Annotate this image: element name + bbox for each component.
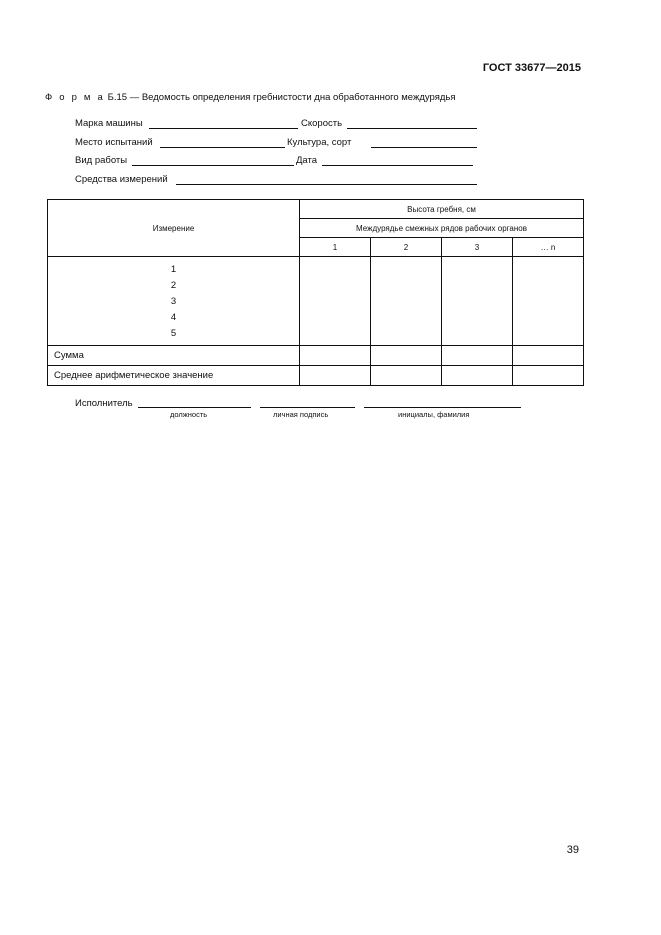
measurement-number: 4 — [48, 309, 300, 325]
field-instruments-line[interactable] — [176, 184, 477, 185]
data-cell[interactable] — [513, 257, 584, 278]
header-col-3: 3 — [442, 238, 513, 257]
field-speed-label: Скорость — [301, 118, 343, 129]
header-interrow: Междурядье смежных рядов рабочих органов — [300, 219, 584, 238]
page-number: 39 — [566, 844, 579, 856]
form-title: Б.15 — Ведомость определения гребнистости дна обработанного междурядья — [104, 92, 456, 103]
field-crop-label: Культура, сорт — [287, 137, 352, 148]
data-cell[interactable] — [371, 293, 442, 309]
table-row — [48, 277, 584, 293]
header-col-n: … n — [513, 238, 584, 257]
field-speed-line[interactable] — [347, 128, 477, 129]
data-cell[interactable] — [371, 366, 442, 386]
position-caption: должность — [170, 410, 208, 419]
measurement-number: 1 — [48, 257, 300, 278]
form-caption — [45, 92, 456, 103]
executor-label: Исполнитель — [75, 398, 133, 409]
table-row-sum — [48, 346, 584, 366]
field-crop-line[interactable] — [371, 147, 477, 148]
data-cell[interactable] — [513, 366, 584, 386]
sum-label: Сумма — [48, 346, 300, 366]
field-date-label: Дата — [296, 155, 318, 166]
data-cell[interactable] — [300, 257, 371, 278]
table-row — [48, 325, 584, 346]
header-height: Высота гребня, см — [300, 200, 584, 219]
data-cell[interactable] — [442, 257, 513, 278]
data-cell[interactable] — [442, 346, 513, 366]
header-measure: Измерение — [48, 200, 300, 257]
data-cell[interactable] — [513, 309, 584, 325]
form-word: Ф о р м а — [45, 92, 105, 103]
data-cell[interactable] — [300, 309, 371, 325]
header-col-2: 2 — [371, 238, 442, 257]
field-machine-label: Марка машины — [75, 118, 143, 129]
data-cell[interactable] — [371, 325, 442, 346]
average-label: Среднее арифметическое значение — [48, 366, 300, 386]
data-cell[interactable] — [300, 293, 371, 309]
name-line[interactable] — [364, 407, 521, 408]
data-cell[interactable] — [442, 366, 513, 386]
header-col-1: 1 — [300, 238, 371, 257]
table-row — [48, 293, 584, 309]
field-machine-line[interactable] — [149, 128, 298, 129]
data-cell[interactable] — [442, 277, 513, 293]
field-date-line[interactable] — [322, 165, 473, 166]
data-cell[interactable] — [300, 325, 371, 346]
data-cell[interactable] — [442, 309, 513, 325]
data-cell[interactable] — [371, 277, 442, 293]
data-cell[interactable] — [371, 309, 442, 325]
signature-line[interactable] — [260, 407, 355, 408]
field-instruments-label: Средства измерений — [75, 174, 168, 185]
measurement-table — [47, 199, 584, 386]
field-work-line[interactable] — [132, 165, 294, 166]
data-cell[interactable] — [371, 257, 442, 278]
data-cell[interactable] — [442, 325, 513, 346]
data-cell[interactable] — [513, 277, 584, 293]
table-row-average — [48, 366, 584, 386]
table-row — [48, 257, 584, 278]
position-line[interactable] — [138, 407, 251, 408]
data-cell[interactable] — [300, 277, 371, 293]
measurement-number: 3 — [48, 293, 300, 309]
measurement-number: 5 — [48, 325, 300, 346]
name-caption: инициалы, фамилия — [398, 410, 470, 419]
data-cell[interactable] — [371, 346, 442, 366]
signature-caption: личная подпись — [273, 410, 329, 419]
data-cell[interactable] — [513, 346, 584, 366]
data-cell[interactable] — [300, 346, 371, 366]
standard-number: ГОСТ 33677—2015 — [482, 62, 581, 74]
measurement-number: 2 — [48, 277, 300, 293]
field-place-label: Место испытаний — [75, 137, 153, 148]
field-work-label: Вид работы — [75, 155, 128, 166]
data-cell[interactable] — [513, 325, 584, 346]
data-cell[interactable] — [442, 293, 513, 309]
data-cell[interactable] — [513, 293, 584, 309]
data-cell[interactable] — [300, 366, 371, 386]
table-row — [48, 309, 584, 325]
field-place-line[interactable] — [160, 147, 285, 148]
